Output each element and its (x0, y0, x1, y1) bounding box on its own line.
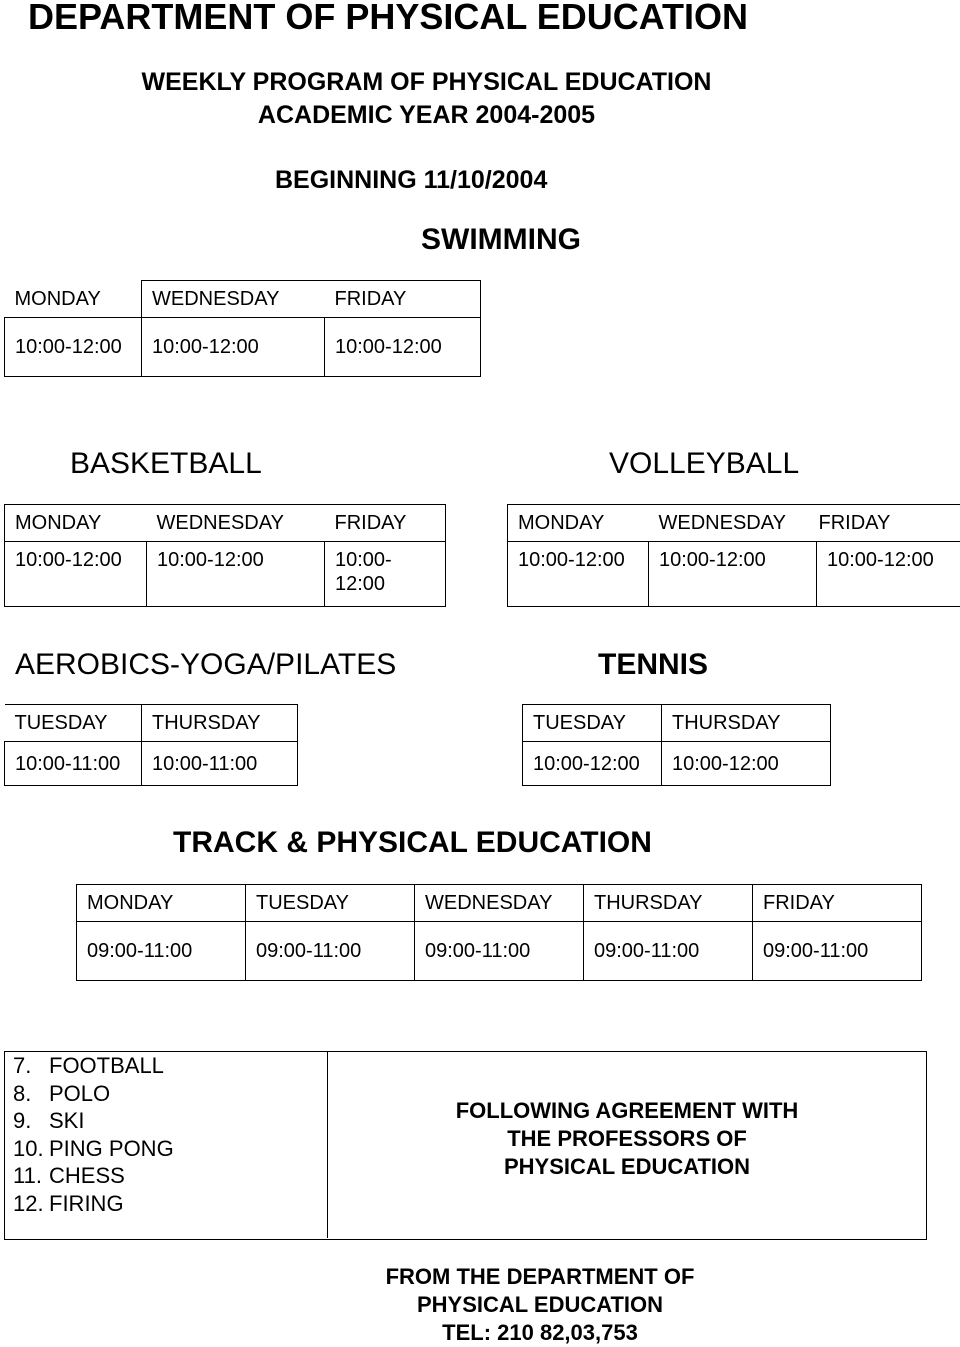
track-day-friday: FRIDAY (753, 885, 922, 922)
volleyball-day-monday: MONDAY (508, 505, 649, 542)
other-sports-box (4, 1051, 927, 1240)
other-sports-divider (327, 1052, 328, 1238)
tennis-time-thursday: 10:00-12:00 (662, 742, 831, 786)
track-time-tuesday: 09:00-11:00 (246, 922, 415, 981)
swimming-day-monday: MONDAY (5, 281, 142, 318)
track-time-wednesday: 09:00-11:00 (415, 922, 584, 981)
basketball-time-wednesday: 10:00-12:00 (147, 542, 325, 607)
list-item-number: 7. (13, 1052, 49, 1080)
list-item (13, 1052, 174, 1080)
swimming-day-friday: FRIDAY (325, 281, 481, 318)
aerobics-title: AEROBICS-YOGA/PILATES (15, 648, 396, 682)
basketball-time-friday-line2: 12:00 (335, 572, 445, 596)
aerobics-day-thursday: THURSDAY (142, 705, 298, 742)
list-item (13, 1190, 174, 1218)
aerobics-table (4, 704, 298, 786)
beginning-date: BEGINNING 11/10/2004 (275, 166, 547, 195)
tennis-title: TENNIS (598, 648, 708, 682)
track-day-monday: MONDAY (77, 885, 246, 922)
volleyball-time-wednesday: 10:00-12:00 (649, 542, 817, 607)
track-title: TRACK & PHYSICAL EDUCATION (173, 826, 652, 860)
swimming-title: SWIMMING (421, 223, 581, 257)
list-item-number: 9. (13, 1107, 49, 1135)
list-item (13, 1162, 174, 1190)
tennis-day-thursday: THURSDAY (662, 705, 831, 742)
basketball-day-wednesday: WEDNESDAY (147, 505, 325, 542)
aerobics-day-tuesday: TUESDAY (5, 705, 142, 742)
track-time-monday: 09:00-11:00 (77, 922, 246, 981)
tennis-day-tuesday: TUESDAY (523, 705, 662, 742)
agreement-note (329, 1097, 925, 1181)
track-time-thursday: 09:00-11:00 (584, 922, 753, 981)
volleyball-title: VOLLEYBALL (609, 447, 799, 481)
list-item-label: PING PONG (49, 1135, 174, 1163)
track-day-tuesday: TUESDAY (246, 885, 415, 922)
list-item-label: CHESS (49, 1162, 125, 1190)
track-table (76, 884, 922, 981)
volleyball-table (507, 504, 960, 607)
subtitle-line2: ACADEMIC YEAR 2004-2005 (0, 101, 853, 130)
aerobics-time-thursday: 10:00-11:00 (142, 742, 298, 786)
list-item (13, 1080, 174, 1108)
footer-line1: FROM THE DEPARTMENT OF (300, 1263, 780, 1291)
swimming-table (4, 280, 481, 377)
basketball-time-monday: 10:00-12:00 (5, 542, 147, 607)
basketball-day-friday: FRIDAY (325, 505, 446, 542)
track-day-wednesday: WEDNESDAY (415, 885, 584, 922)
list-item-label: FIRING (49, 1190, 124, 1218)
track-day-thursday: THURSDAY (584, 885, 753, 922)
agreement-note-line2: THE PROFESSORS OF (329, 1125, 925, 1153)
swimming-time-monday: 10:00-12:00 (5, 318, 142, 377)
aerobics-time-tuesday: 10:00-11:00 (5, 742, 142, 786)
footer-line2: PHYSICAL EDUCATION (300, 1291, 780, 1319)
swimming-day-wednesday: WEDNESDAY (142, 281, 325, 318)
volleyball-day-wednesday: WEDNESDAY (649, 505, 817, 542)
tennis-time-tuesday: 10:00-12:00 (523, 742, 662, 786)
tennis-table (522, 704, 831, 786)
basketball-day-monday: MONDAY (5, 505, 147, 542)
list-item-number: 12. (13, 1190, 49, 1218)
volleyball-day-friday: FRIDAY (817, 505, 960, 542)
list-item (13, 1135, 174, 1163)
basketball-time-friday (325, 542, 446, 607)
other-sports-list (13, 1052, 174, 1217)
list-item-number: 10. (13, 1135, 49, 1163)
page-title: DEPARTMENT OF PHYSICAL EDUCATION (28, 0, 748, 38)
agreement-note-line1: FOLLOWING AGREEMENT WITH (329, 1097, 925, 1125)
footer (300, 1263, 780, 1347)
swimming-time-friday: 10:00-12:00 (325, 318, 481, 377)
list-item-number: 8. (13, 1080, 49, 1108)
volleyball-time-friday: 10:00-12:00 (817, 542, 960, 607)
volleyball-time-monday: 10:00-12:00 (508, 542, 649, 607)
list-item (13, 1107, 174, 1135)
basketball-title: BASKETBALL (70, 447, 262, 481)
list-item-label: SKI (49, 1107, 84, 1135)
agreement-note-line3: PHYSICAL EDUCATION (329, 1153, 925, 1181)
footer-phone: TEL: 210 82,03,753 (300, 1319, 780, 1347)
basketball-table (4, 504, 446, 607)
basketball-time-friday-line1: 10:00- (335, 548, 445, 572)
track-time-friday: 09:00-11:00 (753, 922, 922, 981)
list-item-number: 11. (13, 1162, 49, 1190)
list-item-label: POLO (49, 1080, 110, 1108)
subtitle-line1: WEEKLY PROGRAM OF PHYSICAL EDUCATION (0, 68, 853, 97)
list-item-label: FOOTBALL (49, 1052, 164, 1080)
swimming-time-wednesday: 10:00-12:00 (142, 318, 325, 377)
